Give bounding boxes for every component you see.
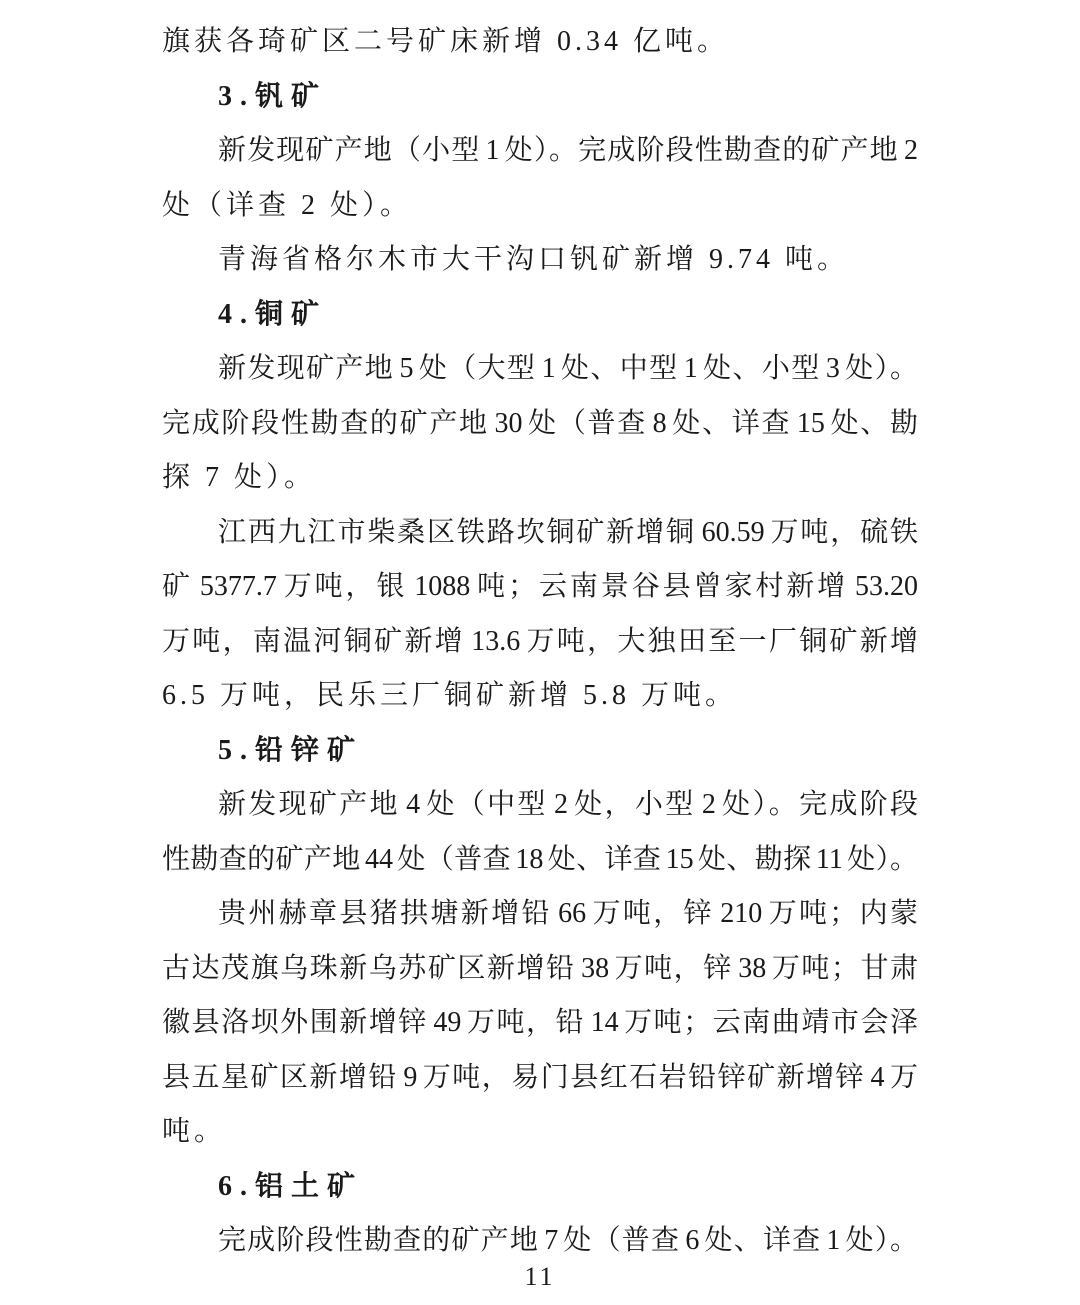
text-line: 县五星矿区新增铅 9 万吨，易门县红石岩铅锌矿新增锌 4 万: [162, 1061, 918, 1093]
text-line: 新发现矿产地 4 处（中型 2 处，小型 2 处）。完成阶段: [218, 789, 918, 820]
heading-copper-ore: 4.铜矿: [218, 298, 328, 330]
text-line: 吨。: [162, 1116, 227, 1147]
page-number: 11: [524, 1262, 556, 1291]
text-line: 青海省格尔木市大干沟口钒矿新增 9.74 吨。: [218, 244, 850, 275]
text-line: 新发现矿产地（小型 1 处）。完成阶段性勘查的矿产地 2: [218, 135, 918, 166]
text-line: 万吨，南温河铜矿新增 13.6 万吨，大独田至一厂铜矿新增: [162, 625, 918, 657]
text-line: 6.5 万吨，民乐三厂铜矿新增 5.8 万吨。: [162, 680, 738, 711]
text-line: 旗获各琦矿区二号矿床新增 0.34 亿吨。: [162, 26, 730, 57]
document-text-block: [162, 15, 918, 1269]
heading-bauxite-ore: 6.铝土矿: [218, 1170, 364, 1202]
text-line: 完成阶段性勘查的矿产地 30 处（普查 8 处、详查 15 处、勘: [162, 407, 918, 439]
text-line: 探 7 处）。: [162, 462, 317, 493]
text-line: 性勘查的矿产地 44 处（普查 18 处、详查 15 处、勘探 11 处）。: [162, 843, 918, 875]
text-line: 江西九江市柴桑区铁路坎铜矿新增铜 60.59 万吨，硫铁: [218, 516, 918, 548]
heading-lead-zinc-ore: 5.铅锌矿: [218, 734, 364, 766]
text-line: 完成阶段性勘查的矿产地 7 处（普查 6 处、详查 1 处）。: [218, 1225, 918, 1256]
text-line: 新发现矿产地 5 处（大型 1 处、中型 1 处、小型 3 处）。: [218, 353, 918, 384]
text-line: 古达茂旗乌珠新乌苏矿区新增铅 38 万吨，锌 38 万吨；甘肃: [162, 952, 918, 984]
text-line: 矿 5377.7 万吨，银 1088 吨；云南景谷县曾家村新增 53.20: [162, 571, 918, 602]
heading-vanadium-ore: 3.钒矿: [218, 80, 328, 112]
text-line: 贵州赫章县猪拱塘新增铅 66 万吨，锌 210 万吨；内蒙: [218, 898, 918, 929]
text-line: 徽县洛坝外围新增锌 49 万吨，铅 14 万吨；云南曲靖市会泽: [162, 1007, 918, 1038]
text-line: 处（详查 2 处）。: [162, 189, 413, 221]
